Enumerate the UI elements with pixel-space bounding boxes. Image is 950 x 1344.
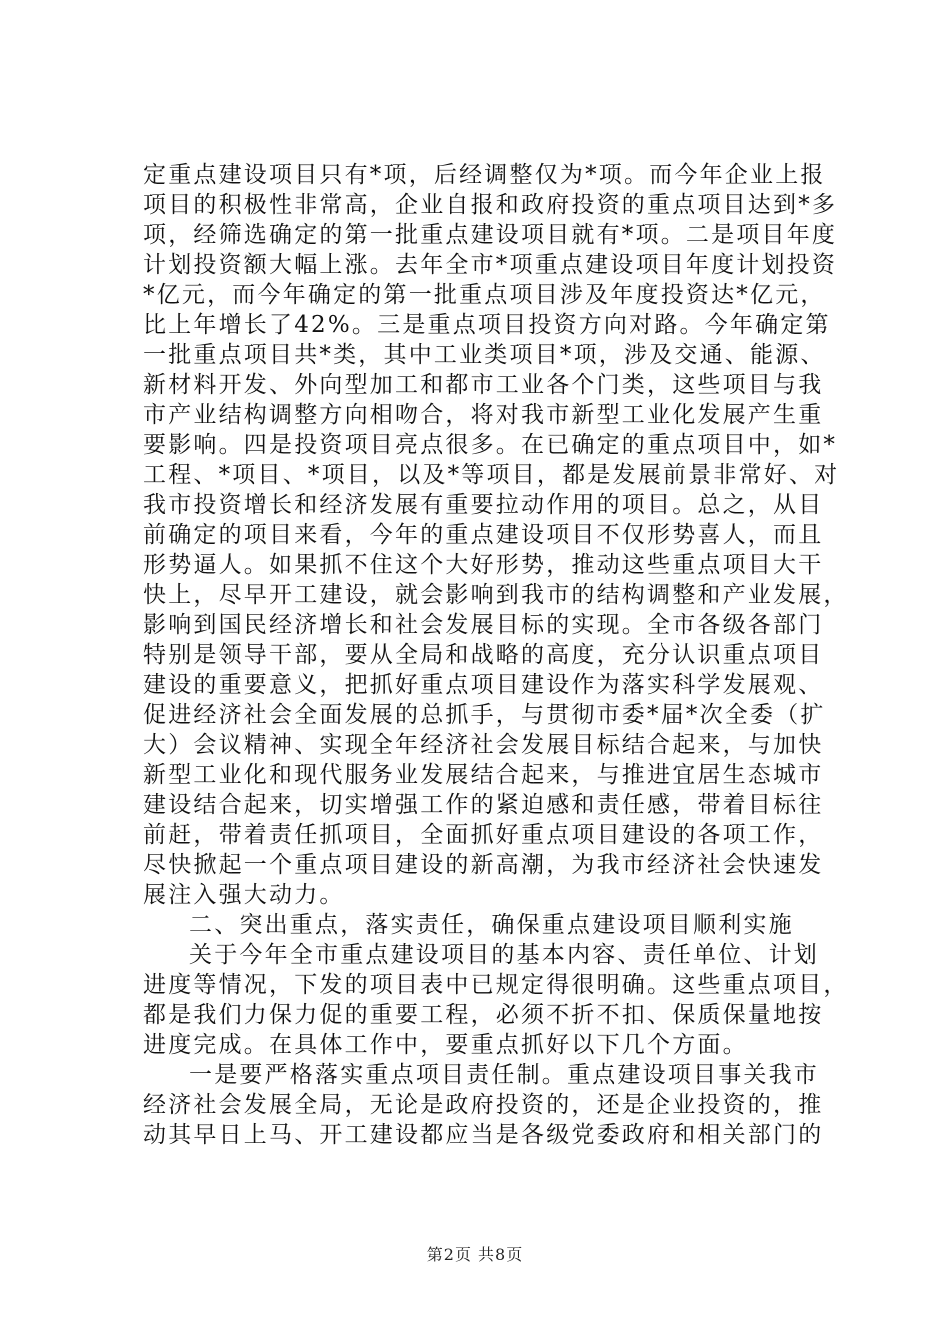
text-line: 进度等情况，下发的项目表中已规定得很明确。这些重点项目， [143,972,849,998]
text-line: 尽快掀起一个重点项目建设的新高潮，为我市经济社会快速发 [143,852,824,878]
text-line: 要影响。四是投资项目亮点很多。在已确定的重点项目中，如* [143,432,838,458]
text-line: 计划投资额大幅上涨。去年全市*项重点建设项目年度计划投资 [143,252,838,278]
text-line: 动其早日上马、开工建设都应当是各级党委政府和相关部门的 [143,1122,824,1148]
text-line: 形势逼人。如果抓不住这个大好形势，推动这些重点项目大干 [143,552,824,578]
text-line: 工程、*项目、*项目，以及*等项目，都是发展前景非常好、对 [143,462,840,488]
text-line: 特别是领导干部，要从全局和战略的高度，充分认识重点项目 [143,642,824,668]
text-line: 市产业结构调整方向相吻合，将对我市新型工业化发展产生重 [143,402,824,428]
text-line: 新型工业化和现代服务业发展结合起来，与推进宜居生态城市 [143,762,824,788]
text-line: 经济社会发展全局，无论是政府投资的，还是企业投资的，推 [143,1092,824,1118]
text-line: 建设的重要意义，把抓好重点项目建设作为落实科学发展观、 [143,672,824,698]
text-line: 快上，尽早开工建设，就会影响到我市的结构调整和产业发展， [143,582,849,608]
text-line: 定重点建设项目只有*项，后经调整仅为*项。而今年企业上报 [143,162,826,188]
text-line: 我市投资增长和经济发展有重要拉动作用的项目。总之，从目 [143,492,824,518]
text-line: 前赶，带着责任抓项目，全面抓好重点项目建设的各项工作， [143,822,824,848]
text-line: 一批重点项目共*类，其中工业类项目*项，涉及交通、能源、 [143,342,826,368]
text-line: 建设结合起来，切实增强工作的紧迫感和责任感，带着目标往 [143,792,824,818]
text-line: 项，经筛选确定的第一批重点建设项目就有*项。二是项目年度 [143,222,838,248]
section-heading: 二、突出重点，落实责任，确保重点建设项目顺利实施 [189,912,794,938]
paragraph-first-line: 一是要严格落实重点项目责任制。重点建设项目事关我市 [189,1062,819,1088]
text-line: 前确定的项目来看，今年的重点建设项目不仅形势喜人，而且 [143,522,824,548]
text-line: 促进经济社会全面发展的总抓手，与贯彻市委*届*次全委（扩 [143,702,826,728]
text-line: 进度完成。在具体工作中，要重点抓好以下几个方面。 [143,1032,748,1058]
body-text [143,160,849,1150]
text-line: 都是我们力保力促的重要工程，必须不折不扣、保质保量地按 [143,1002,824,1028]
text-line: 项目的积极性非常高，企业自报和政府投资的重点项目达到*多 [143,192,838,218]
text-line: 大）会议精神、实现全年经济社会发展目标结合起来，与加快 [143,732,824,758]
text-line: 影响到国民经济增长和社会发展目标的实现。全市各级各部门 [143,612,824,638]
text-line: 展注入强大动力。 [143,882,345,908]
paragraph-first-line: 关于今年全市重点建设项目的基本内容、责任单位、计划 [189,942,819,968]
text-line: 新材料开发、外向型加工和都市工业各个门类，这些项目与我 [143,372,824,398]
text-line: *亿元，而今年确定的第一批重点项目涉及年度投资达*亿元， [143,282,826,308]
page-number-footer: 第2页 共8页 [426,1245,524,1264]
text-line: 比上年增长了42%。三是重点项目投资方向对路。今年确定第 [143,312,831,338]
